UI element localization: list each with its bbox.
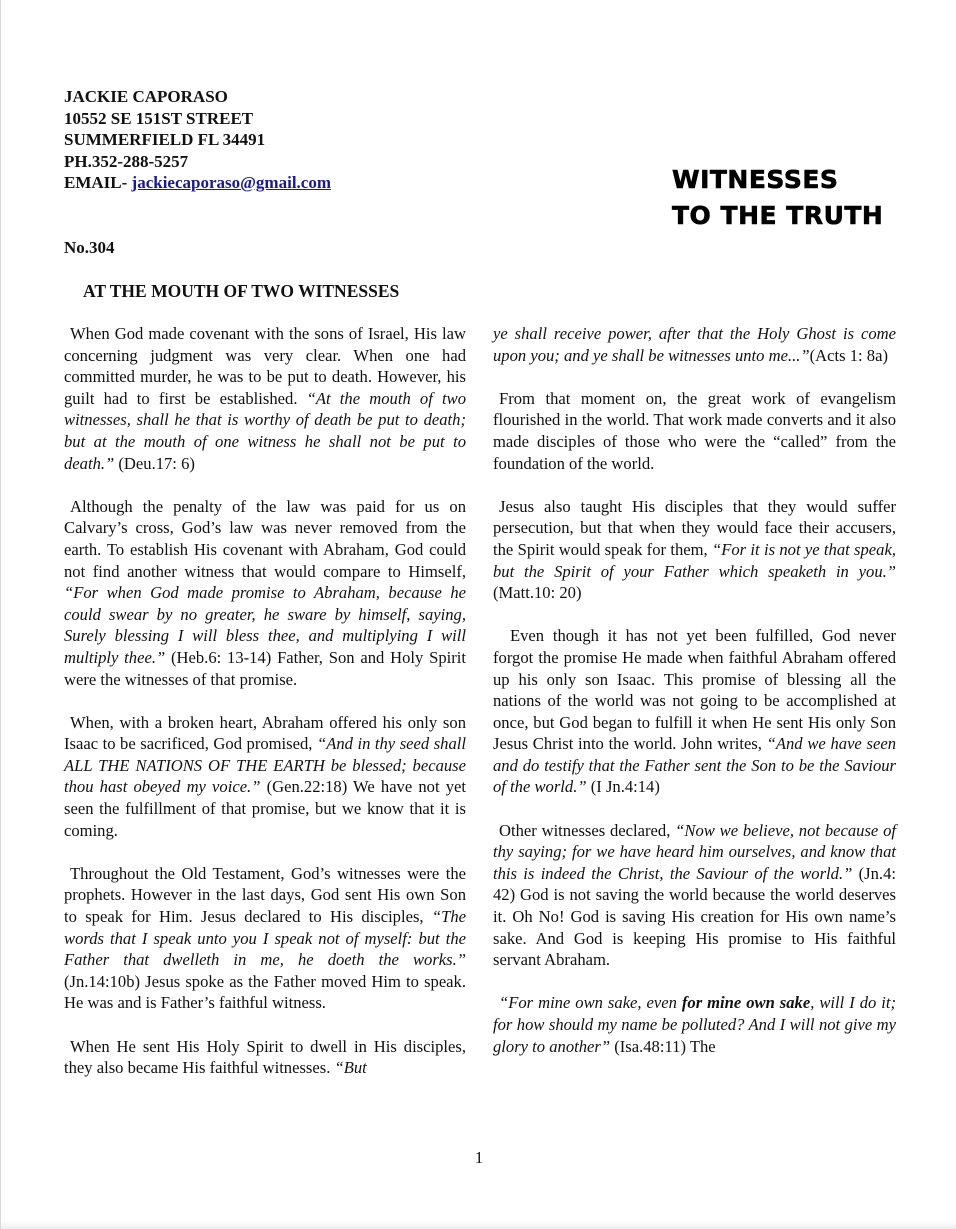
right-paragraph-2 <box>493 388 896 474</box>
right-paragraph-3 <box>493 496 896 604</box>
contact-email-link[interactable]: jackiecaporaso@gmail.com <box>131 173 331 192</box>
text-run: Jesus also taught His disciples that they would suffer persecution, but that when they would face their accusers, the Spirit would speak for them, <box>493 496 896 559</box>
right-paragraph-4 <box>493 625 896 798</box>
text-run: (Isa.48:11) The <box>610 1036 716 1056</box>
contact-email-line <box>64 172 331 194</box>
document-number: No.304 <box>64 238 115 257</box>
scripture-quote: “Now we believe, not because of thy saying; for we have heard him ourselves, and know that this is indeed the Christ, the Saviour of the world.” <box>493 820 896 883</box>
text-run: (Jn.4: 42) God is not saving the world because the world deserves it. Oh No! God is saving His creation for His own name’s sake. And God is keeping His promise to His faithful servant Abraham. <box>493 863 896 970</box>
text-run: (Matt.10: 20) <box>493 583 582 603</box>
scripture-quote: “At the mouth of two witnesses, shall he that is worthy of death be put to death; but at the mouth of one witness he shall not be put to death.” <box>64 388 466 473</box>
scripture-emphasis: for mine own sake <box>681 993 811 1013</box>
left-paragraph-1 <box>64 323 466 474</box>
text-run: Other witnesses declared, <box>499 820 676 840</box>
document-title: AT THE MOUTH OF TWO WITNESSES <box>83 281 400 301</box>
text-run: (Heb.6: 13-14) Father, Son and Holy Spirit were the witnesses of that promise. <box>64 647 467 689</box>
left-paragraph-5 <box>64 1036 466 1079</box>
scripture-quote: “For when God made promise to Abraham, because he could swear by no greater, he sware by himself, saying, Surely blessing I will bless thee, and multiplying I will multiply thee.” <box>64 583 466 667</box>
contact-name: JACKIE CAPORASO <box>64 87 228 106</box>
scripture-quote: , will I do it; for how should my name be polluted? And I will not give my glory to another” <box>493 993 896 1056</box>
text-run: (Deu.17: 6) <box>114 453 195 473</box>
contact-city: SUMMERFIELD FL 34491 <box>64 130 266 149</box>
text-run: From that moment on, the great work of evangelism flourished in the world. That work made converts and it also made disciples of those who were the “called” from the foundation of the world. <box>493 388 896 473</box>
page-number: 1 <box>474 1148 484 1167</box>
scripture-quote: “But <box>334 1058 367 1078</box>
scripture-quote: ye shall receive power, after that the Holy Ghost is come upon you; and ye shall be witnesses unto me...” <box>493 324 896 365</box>
text-run: (Acts 1: 8a) <box>809 345 888 365</box>
text-run: When God made covenant with the sons of Israel, His law concerning judgment was very clear. When one had committed murder, he was to be put to death. However, his guilt had to first be established. <box>64 324 466 408</box>
contact-street: 10552 SE 151ST STREET <box>64 108 254 128</box>
scripture-quote: “For mine own sake, even <box>499 993 682 1013</box>
right-paragraph-1 <box>493 323 896 366</box>
right-paragraph-5 <box>493 820 896 971</box>
contact-block <box>64 86 331 194</box>
left-paragraph-3 <box>64 712 466 842</box>
text-run: When, with a broken heart, Abraham offered his only son Isaac to be sacrificed, God promised, <box>64 712 466 754</box>
page-bottom-shadow <box>1 1221 956 1229</box>
text-run: (Jn.14:10b) Jesus spoke as the Father moved Him to speak. He was and is Father’s faithful witness. <box>64 971 466 1013</box>
right-column <box>493 323 896 1079</box>
text-run: (I Jn.4:14) <box>586 777 660 797</box>
left-column <box>64 323 466 1100</box>
contact-phone: PH.352-288-5257 <box>64 151 189 171</box>
left-paragraph-2 <box>64 496 466 690</box>
text-run: Even though it has not yet been fulfilled, God never forgot the promise He made when faithful Abraham offered up his only son Isaac. This promise of blessing all the nations of the world was not going to be accomplished at once, but God began to fulfill it when He sent His only Son Jesus Christ into the world. John writes, <box>493 626 896 754</box>
contact-email-label: EMAIL- <box>64 173 132 192</box>
scripture-quote: “And in thy seed shall ALL THE NATIONS OF THE EARTH be blessed; because thou hast obeyed my voice.” <box>64 734 466 797</box>
logo-line-1: WITNESSES <box>672 165 839 194</box>
left-paragraph-4 <box>64 863 466 1014</box>
text-run: Although the penalty of the law was paid for us on Calvary’s cross, God’s law was never removed from the earth. To establish His covenant with Abraham, God could not find another witness that would compare to Himself, <box>64 496 466 581</box>
scripture-quote: “For it is not ye that speak, but the Spirit of your Father which speaketh in you.” <box>493 539 896 581</box>
witnesses-logo <box>672 162 883 234</box>
scripture-quote: “The words that I speak unto you I speak not of myself: but the Father that dwelleth in me, he doeth the works.” <box>64 907 466 970</box>
logo-line-2: TO THE TRUTH <box>672 201 884 230</box>
scripture-quote: “And we have seen and do testify that the Father sent the Son to be the Saviour of the world.” <box>493 734 896 797</box>
text-run: (Gen.22:18) We have not yet seen the fulfillment of that promise, but we know that it is coming. <box>64 777 466 840</box>
text-run: When He sent His Holy Spirit to dwell in His disciples, they also became His faithful witnesses. <box>64 1036 466 1078</box>
right-paragraph-6 <box>493 992 896 1057</box>
text-run: Throughout the Old Testament, God’s witnesses were the prophets. However in the last days, God sent His own Son to speak for Him. Jesus declared to His disciples, <box>64 863 466 927</box>
